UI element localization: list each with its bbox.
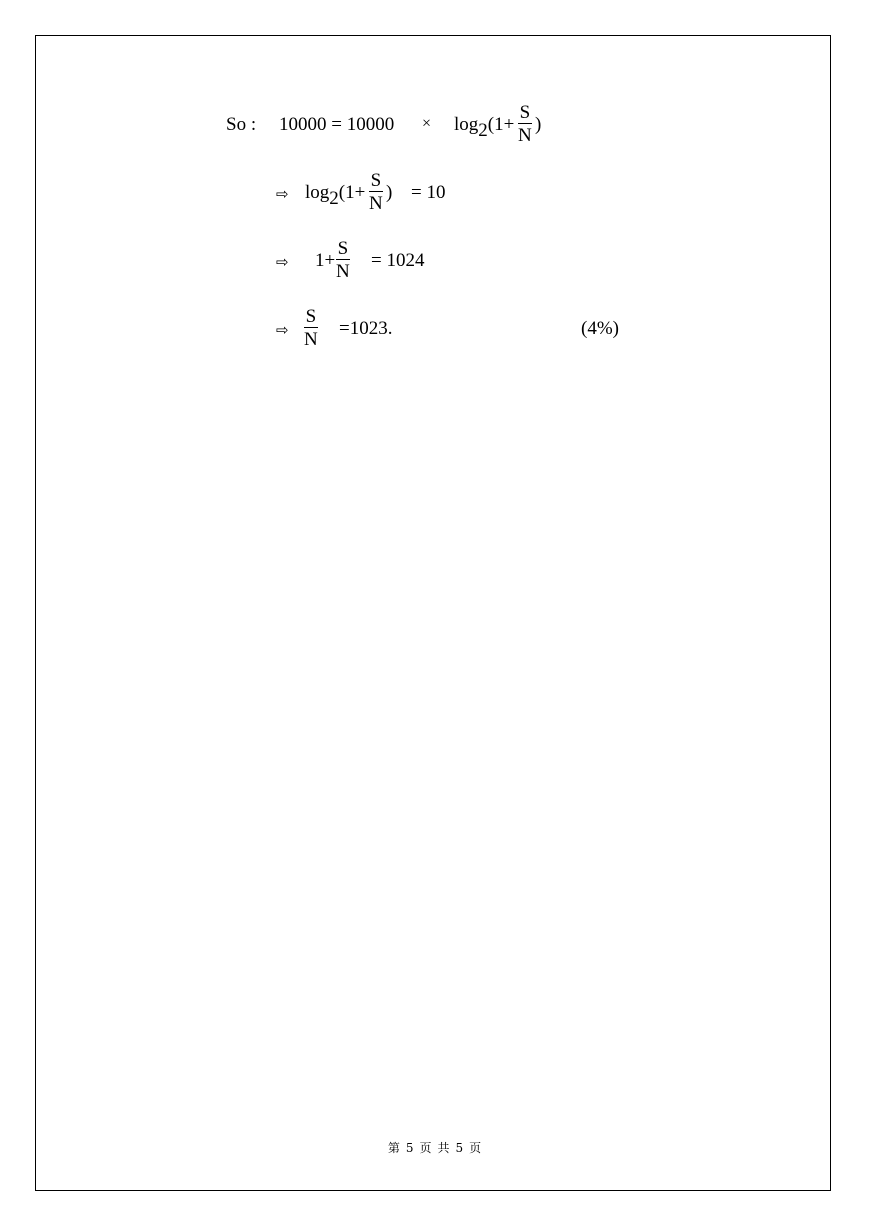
implies-arrow-icon: ⇨ [276,321,289,339]
eq4-rhs: =1023. [339,318,393,339]
fraction-denominator: N [304,329,318,350]
eq3-fraction [336,239,350,281]
log-base: 2 [478,120,488,141]
page-border [35,35,831,1191]
footer-word: 共 [437,1141,450,1155]
implies-arrow-icon: ⇨ [276,253,289,271]
eq2-log [305,182,366,209]
eq1-log [454,114,515,141]
eq2-fraction [369,171,383,213]
page-footer [0,1139,869,1156]
fraction-bar [518,123,532,124]
fraction-numerator: S [337,238,349,259]
eq1-fraction [518,103,532,145]
fraction-numerator: S [305,306,317,327]
fraction-bar [304,327,318,328]
so-label: So : [226,114,257,135]
total-pages: 5 [455,1141,464,1155]
open-paren: (1+ [338,182,366,203]
fraction-bar [336,259,350,260]
eq3-one-plus: 1+ [315,250,336,271]
log-base: 2 [329,188,339,209]
fraction-bar [369,191,383,192]
footer-word: 页 [419,1141,432,1155]
close-paren: ) [386,182,393,203]
implies-arrow-icon: ⇨ [276,185,289,203]
eq4-fraction [304,307,318,349]
footer-word: 第 [387,1141,400,1155]
close-paren: ) [535,114,542,135]
eq3-rhs: = 1024 [371,250,425,271]
fraction-denominator: N [336,261,350,282]
fraction-denominator: N [369,193,383,214]
times-symbol: × [422,115,432,132]
open-paren: (1+ [487,114,515,135]
log-text: log [454,114,479,135]
fraction-denominator: N [518,125,532,146]
fraction-numerator: S [519,102,531,123]
footer-word: 页 [469,1141,482,1155]
fraction-numerator: S [370,170,382,191]
eq2-rhs: = 10 [411,182,446,203]
eq1-lhs: 10000 = 10000 [279,114,395,135]
page-number: 5 [405,1141,414,1155]
score-label: (4%) [581,318,619,339]
log-text: log [305,182,330,203]
